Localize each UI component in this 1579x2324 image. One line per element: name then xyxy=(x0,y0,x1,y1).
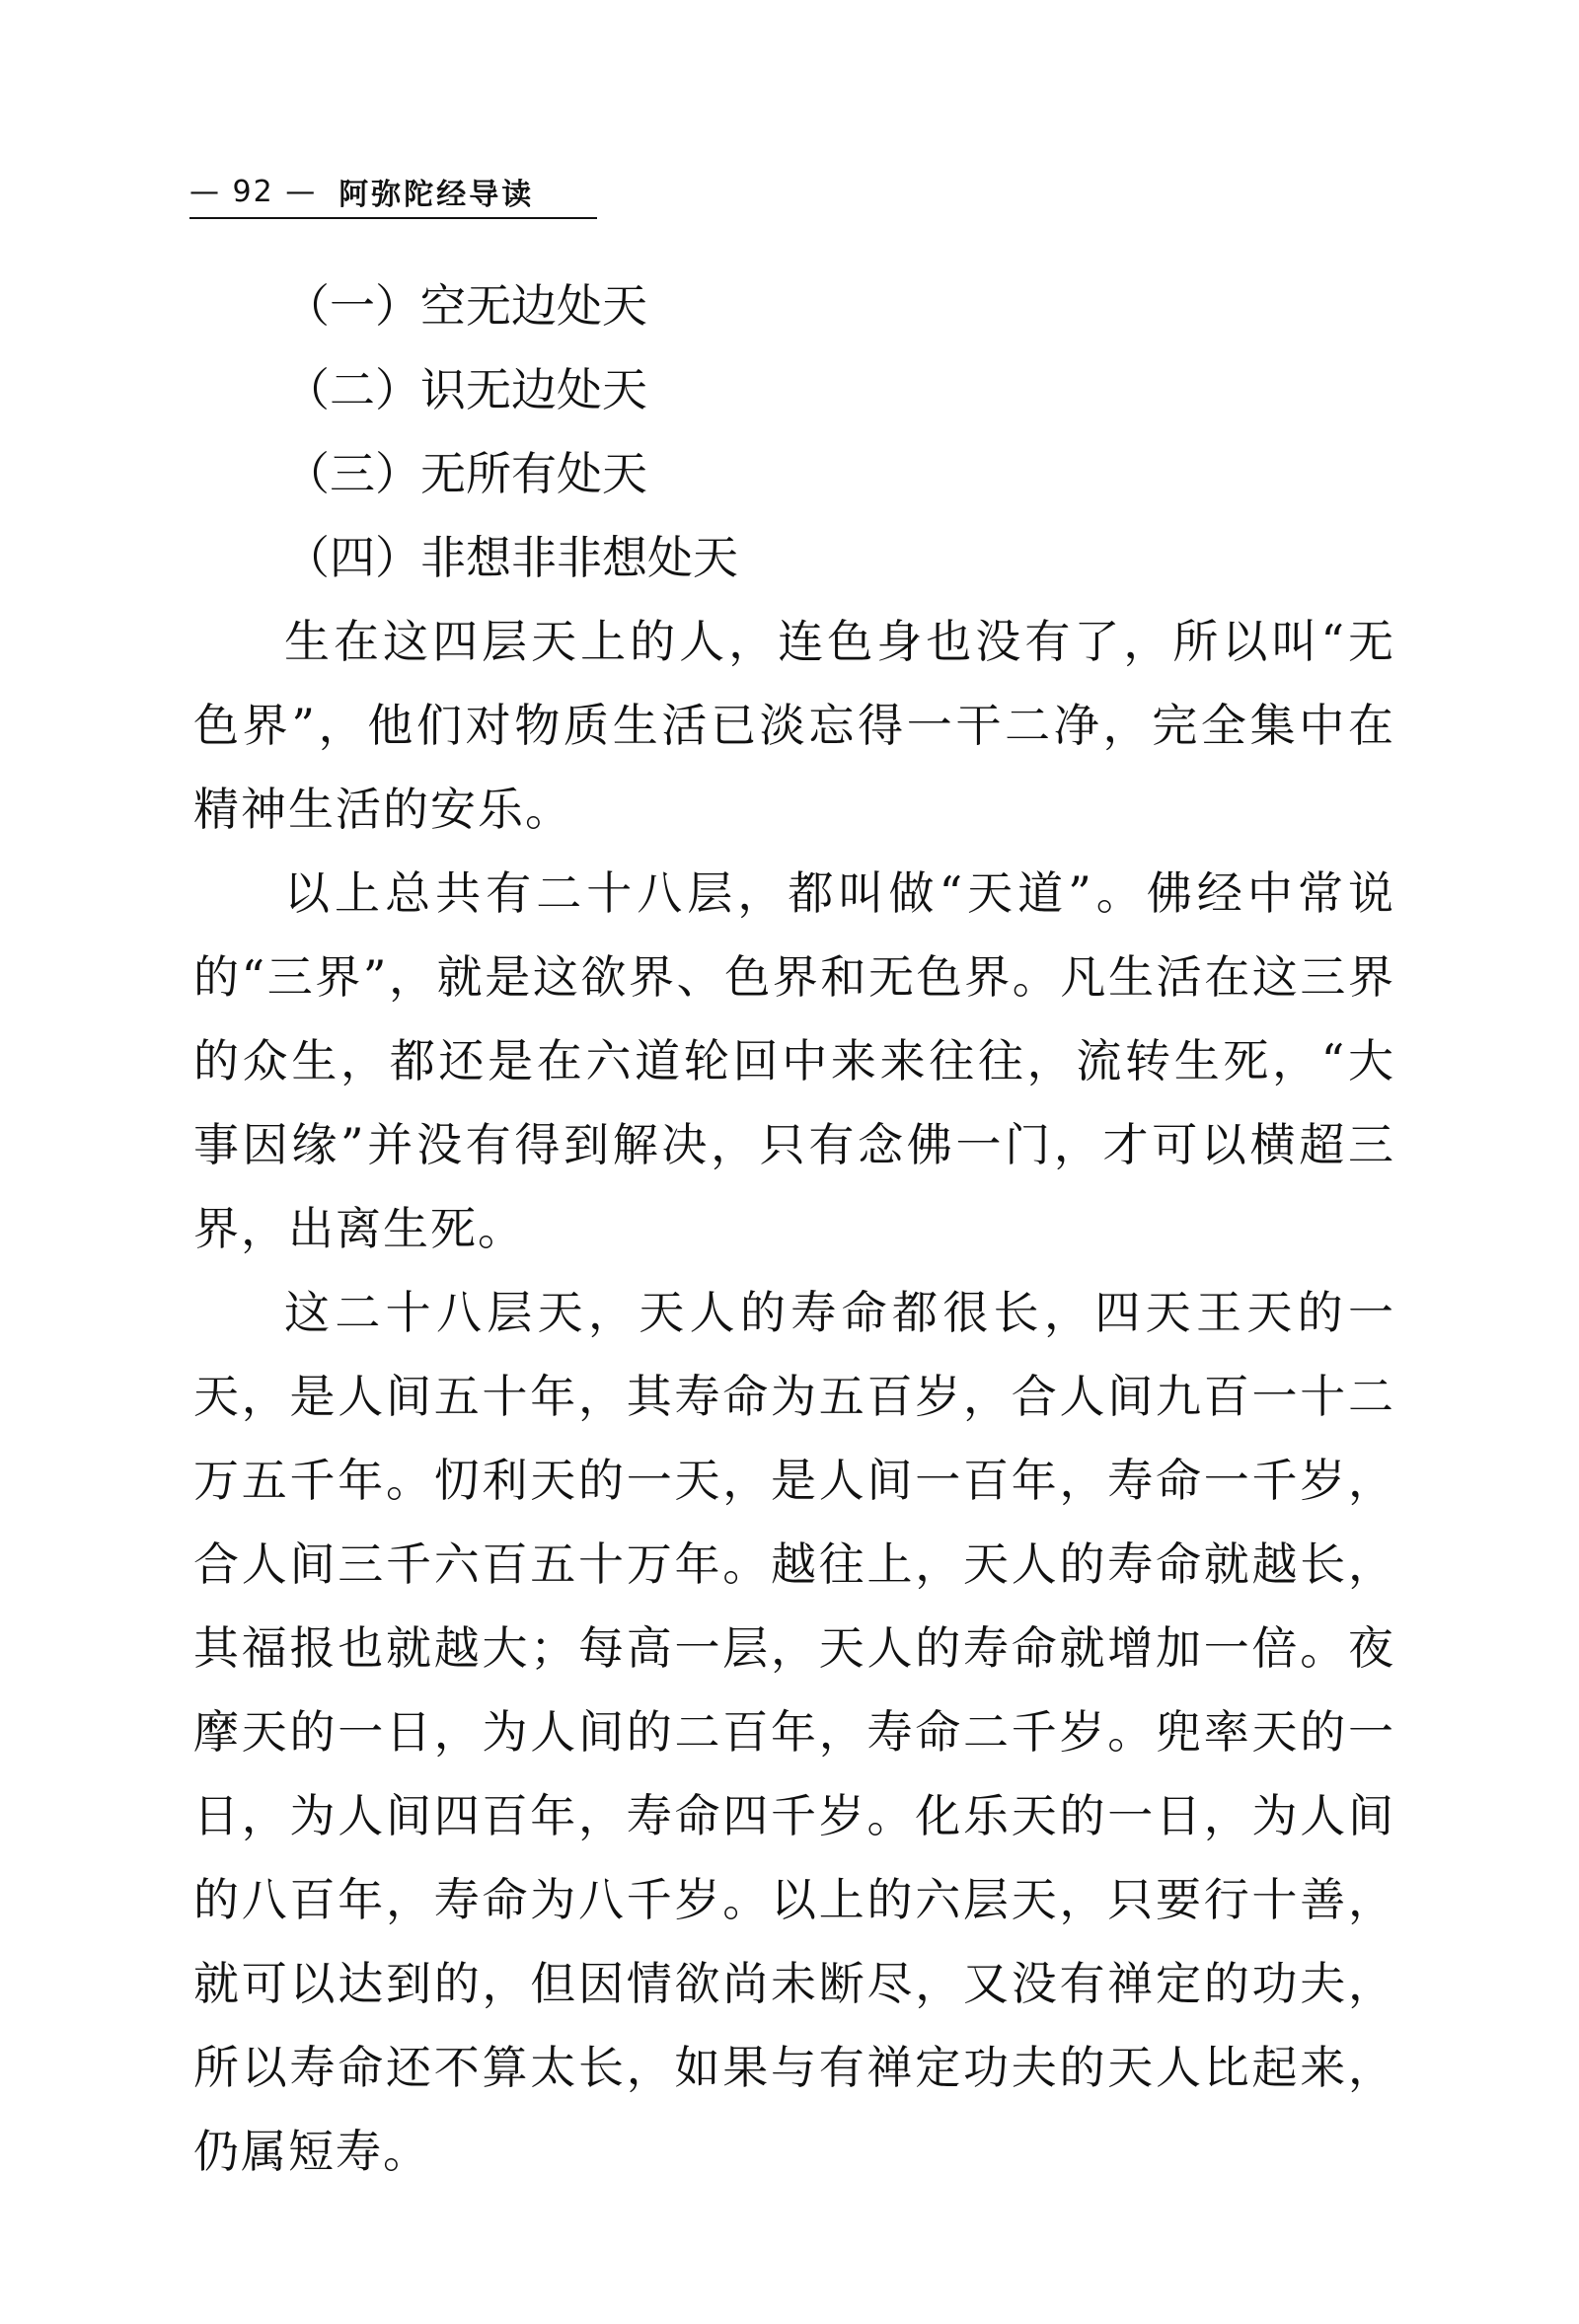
page-number: — 92 — xyxy=(189,174,318,209)
paragraph-lifespans: 这二十八层天，天人的寿命都很长，四天王天的一天，是人间五十年，其寿命为五百岁，合人间九百一十二万五千年。忉利天的一天，是人间一百年，寿命一千岁，合人间三千六百五十万年。越往上，天人的寿命就越长，其福报也就越大；每高一层，天人的寿命就增加一倍。夜摩天的一日，为人间的二百年，寿命二千岁。兜率天的一日，为人间四百年，寿命四千岁。化乐天的一日，为人间的八百年，寿命为八千岁。以上的六层天，只要行十善，就可以达到的，但因情欲尚未断尽，又没有禅定的功夫，所以寿命还不算太长，如果与有禅定功夫的天人比起来，仍属短寿。 xyxy=(193,1286,1395,2178)
list-item: （三）无所有处天 xyxy=(284,447,647,500)
book-title: 阿弥陀经导读 xyxy=(338,178,535,212)
list-item: （二）识无边处天 xyxy=(284,363,647,416)
running-header xyxy=(189,166,597,219)
page-body xyxy=(193,264,1395,2194)
list-item: （一）空无边处天 xyxy=(284,279,647,333)
paragraph-formless-realm: 生在这四层天上的人，连色身也没有了，所以叫“无色界”，他们对物质生活已淡忘得一干二净，完全集中在精神生活的安乐。 xyxy=(193,615,1395,836)
paragraph-three-realms: 以上总共有二十八层，都叫做“天道”。佛经中常说的“三界”，就是这欲界、色界和无色界。凡生活在这三界的众生，都还是在六道轮回中来来往往，流转生死，“大事因缘”并没有得到解决，只有念佛一门，才可以横超三界，出离生死。 xyxy=(193,866,1395,1255)
list-item: （四）非想非非想处天 xyxy=(284,531,738,584)
